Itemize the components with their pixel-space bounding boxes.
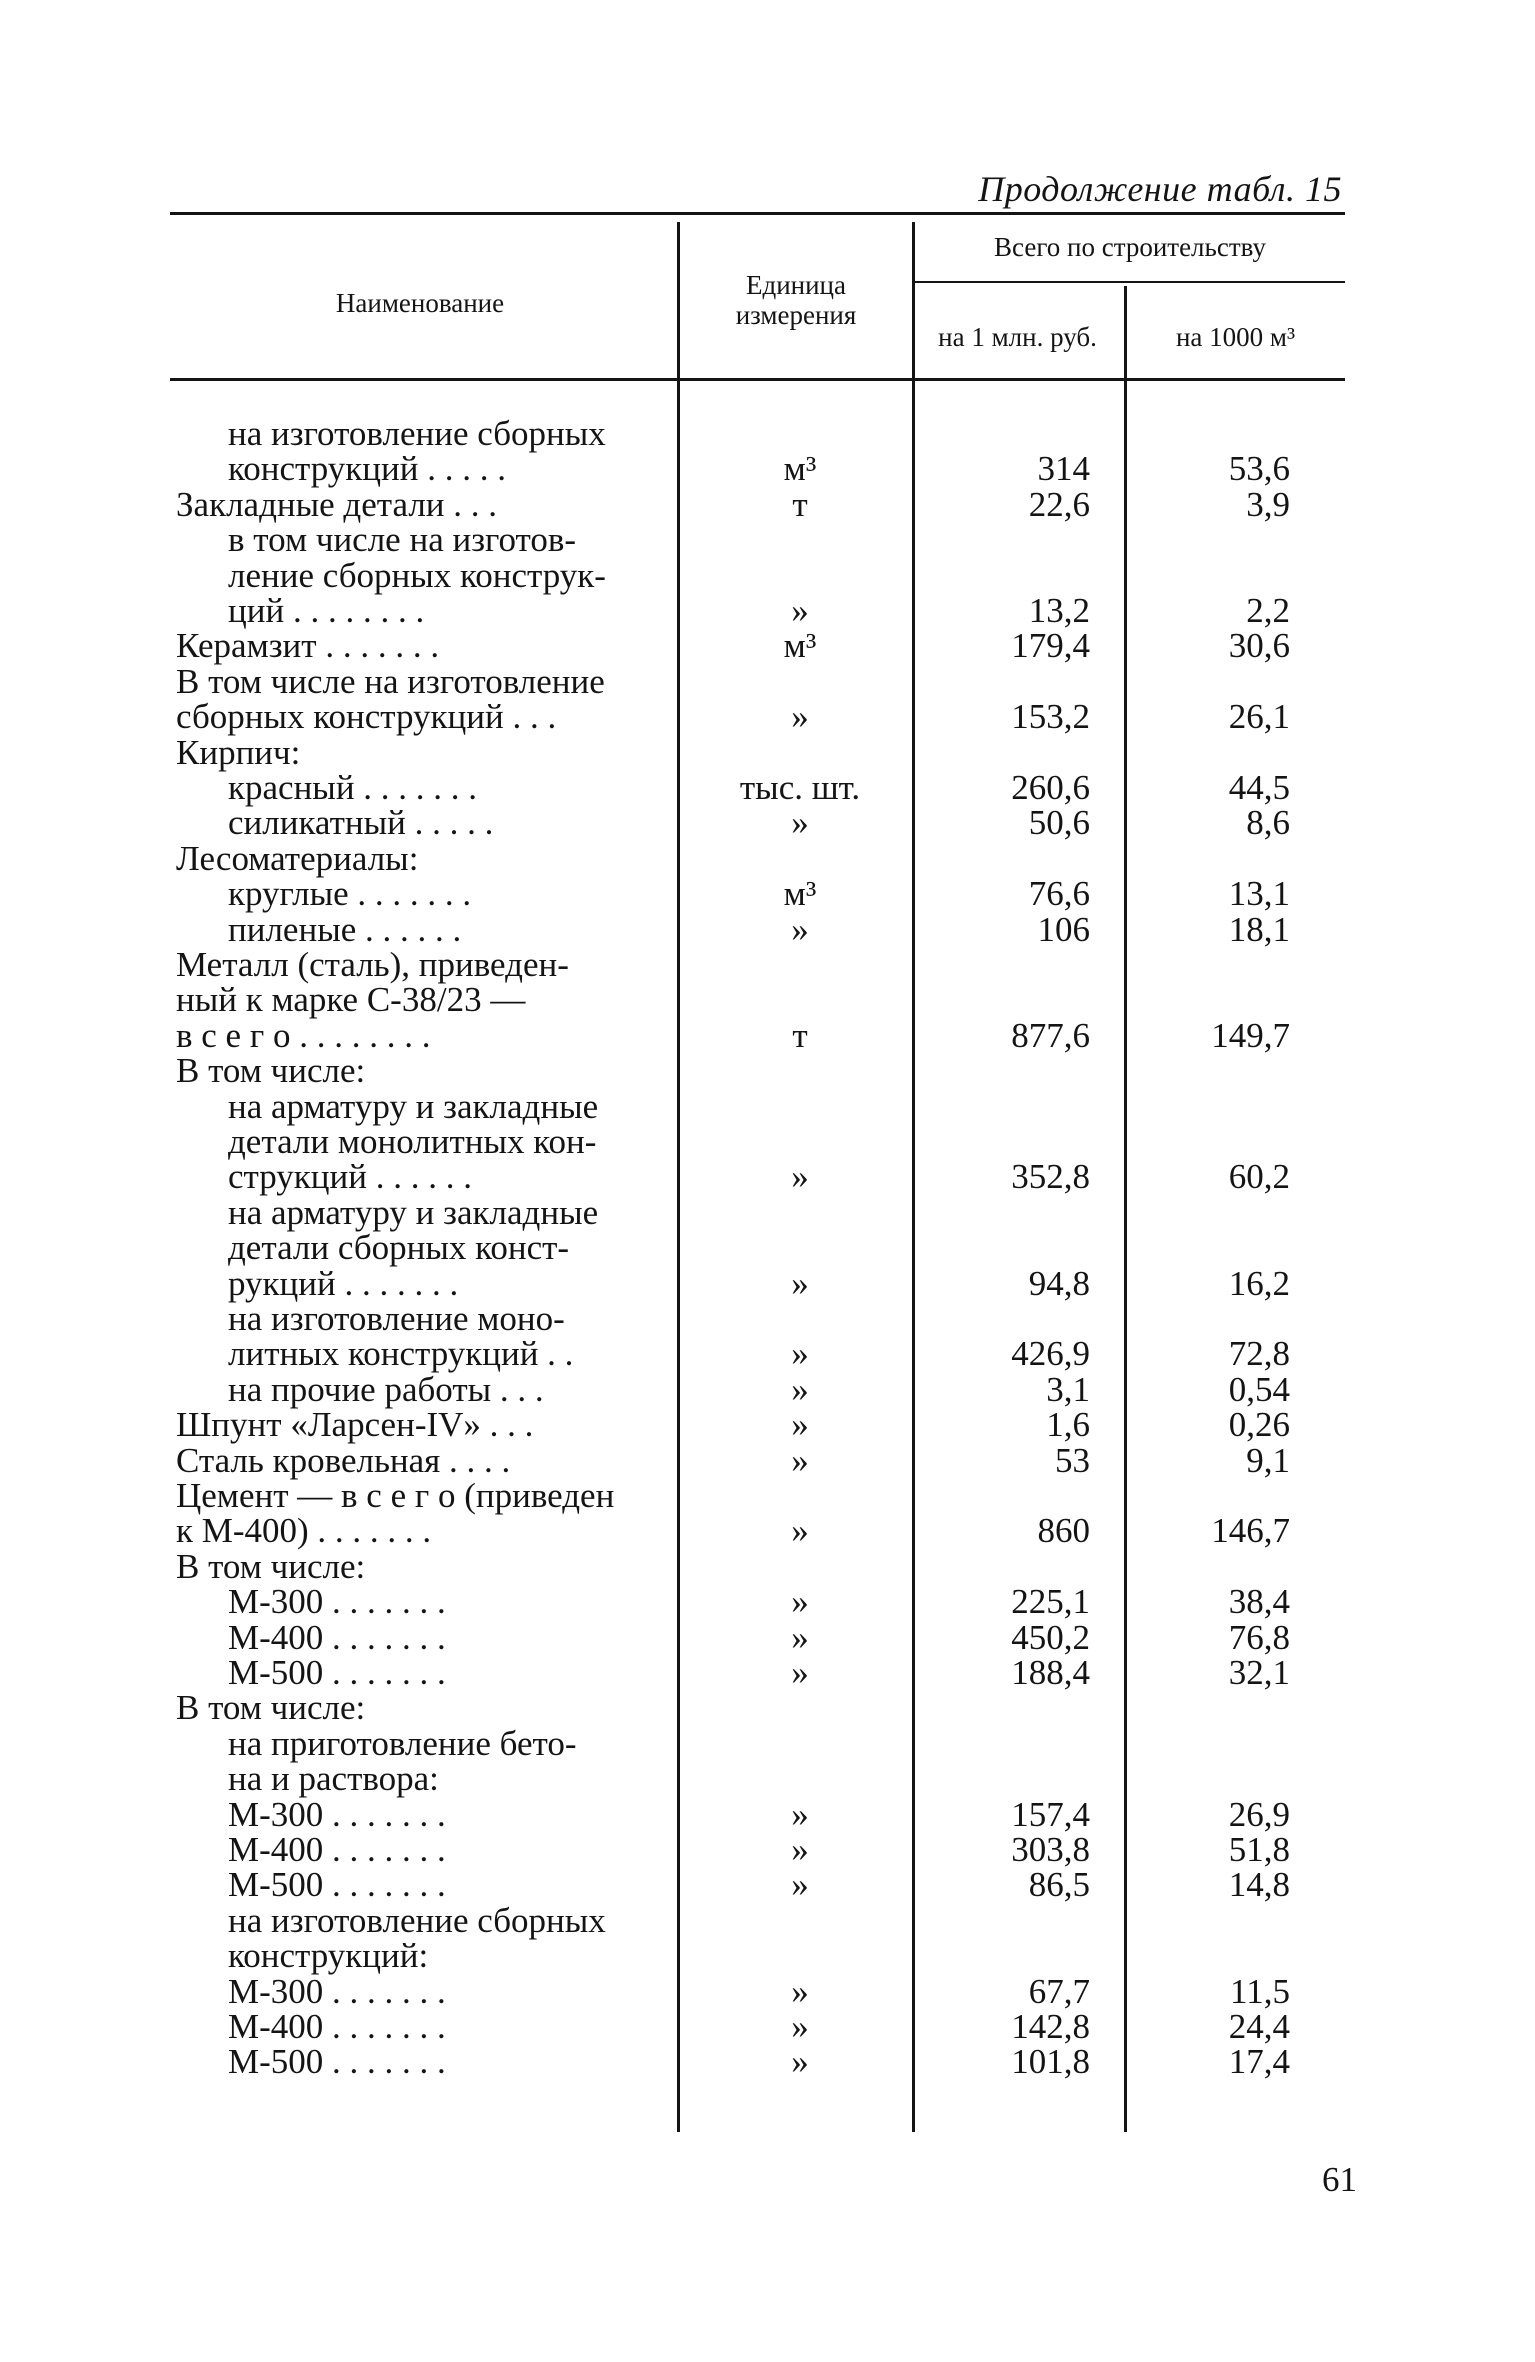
table-caption: Продолжение табл. 15 — [978, 169, 1342, 209]
table-row — [0, 1192, 1535, 1232]
row-value-per-mln: 860 — [1037, 1511, 1090, 1551]
row-value-per-mln: 86,5 — [1028, 1865, 1090, 1905]
table-row — [0, 1334, 1535, 1374]
table-row — [0, 484, 1535, 524]
row-name: М-400 . . . . . . . — [228, 2007, 446, 2046]
row-value-per-1000: 0,54 — [1228, 1369, 1290, 1409]
row-value-per-mln: 76,6 — [1028, 874, 1090, 914]
row-unit: » — [791, 1334, 809, 1374]
table-row — [0, 697, 1535, 737]
row-name: на арматуру и закладные — [228, 1086, 599, 1126]
row-value-per-mln: 314 — [1037, 449, 1090, 489]
table-row — [0, 947, 1535, 982]
table-row — [0, 1478, 1535, 1513]
row-name: М-300 . . . . . . . — [228, 1582, 446, 1622]
header-per-1000: на 1000 м³ — [1175, 322, 1296, 352]
row-unit: » — [791, 803, 809, 843]
row-value-per-mln: 22,6 — [1028, 484, 1090, 524]
row-value-per-mln: 67,7 — [1028, 1971, 1090, 2011]
row-value-per-1000: 53,6 — [1228, 449, 1290, 489]
row-unit: » — [791, 1263, 809, 1303]
row-value-per-mln: 3,1 — [1046, 1369, 1090, 1409]
row-unit: » — [791, 1157, 809, 1197]
row-value-per-mln: 13,2 — [1028, 591, 1090, 630]
row-name: в с е г о . . . . . . . . — [176, 1015, 431, 1055]
row-value-per-mln: 260,6 — [1011, 768, 1090, 807]
table-row — [0, 838, 1535, 878]
row-value-per-1000: 51,8 — [1228, 1830, 1290, 1869]
row-value-per-1000: 149,7 — [1211, 1015, 1290, 1055]
row-value-per-1000: 72,8 — [1228, 1334, 1290, 1374]
row-value-per-mln: 153,2 — [1011, 697, 1090, 737]
table-row — [0, 1794, 1535, 1834]
row-value-per-1000: 9,1 — [1246, 1440, 1290, 1480]
header-bottom-rule — [170, 378, 1345, 381]
table-row — [0, 1124, 1535, 1159]
table-row — [0, 2042, 1535, 2082]
table-row — [0, 909, 1535, 949]
row-name: в том числе на изготов- — [228, 520, 577, 560]
row-unit: м³ — [783, 626, 817, 666]
row-unit: м³ — [783, 874, 817, 914]
row-unit: » — [791, 697, 809, 737]
row-unit: » — [791, 2007, 809, 2046]
row-value-per-1000: 60,2 — [1228, 1157, 1290, 1197]
row-name: М-300 . . . . . . . — [228, 1971, 446, 2011]
table-row — [0, 1971, 1535, 2011]
row-unit: » — [791, 1369, 809, 1409]
table-row — [0, 1015, 1535, 1055]
page-number: 61 — [1322, 2160, 1357, 2199]
row-value-per-mln: 94,8 — [1028, 1263, 1090, 1303]
table-row — [0, 1440, 1535, 1480]
row-value-per-1000: 26,9 — [1228, 1794, 1290, 1834]
row-unit: м³ — [783, 449, 817, 489]
row-unit: » — [791, 1405, 809, 1445]
table-row — [0, 770, 1535, 805]
table-row — [0, 1369, 1535, 1409]
row-value-per-1000: 8,6 — [1246, 803, 1290, 843]
row-name: детали сборных конст- — [228, 1228, 570, 1268]
row-unit: » — [791, 909, 809, 949]
table-row — [0, 732, 1535, 772]
row-value-per-1000: 26,1 — [1228, 697, 1290, 737]
table-row — [0, 1086, 1535, 1126]
table-row — [0, 2009, 1535, 2044]
row-unit: » — [791, 1865, 809, 1905]
row-name: струкций . . . . . . — [228, 1157, 472, 1197]
row-name: на и раствора: — [228, 1759, 439, 1799]
table-row — [0, 1157, 1535, 1197]
header-per-mln: на 1 млн. руб. — [938, 322, 1097, 352]
header-name: Наименование — [335, 288, 505, 318]
row-unit: » — [791, 591, 809, 630]
table-row — [0, 1511, 1535, 1551]
table-row — [0, 1228, 1535, 1268]
row-name: Лесоматериалы: — [176, 838, 419, 878]
row-name: на приготовление бето- — [228, 1723, 577, 1763]
row-name: конструкций . . . . . — [228, 449, 506, 489]
row-unit: » — [791, 1440, 809, 1480]
row-name: ций . . . . . . . . — [228, 591, 425, 630]
row-value-per-mln: 1,6 — [1046, 1405, 1090, 1445]
table-row — [0, 803, 1535, 843]
row-name: силикатный . . . . . — [228, 803, 494, 843]
table-row — [0, 980, 1535, 1020]
row-name: рукций . . . . . . . — [228, 1263, 459, 1303]
row-value-per-mln: 101,8 — [1011, 2042, 1090, 2082]
row-name: пиленые . . . . . . — [228, 909, 462, 949]
row-name: на изготовление моно- — [228, 1299, 565, 1338]
row-value-per-1000: 2,2 — [1246, 591, 1290, 630]
row-name: М-500 . . . . . . . — [228, 1865, 446, 1905]
row-value-per-1000: 16,2 — [1228, 1263, 1290, 1303]
row-unit: » — [791, 1971, 809, 2011]
row-name: конструкций: — [228, 1936, 429, 1976]
row-value-per-1000: 30,6 — [1228, 626, 1290, 666]
row-value-per-mln: 877,6 — [1011, 1015, 1090, 1055]
table-row — [0, 449, 1535, 489]
table-row — [0, 1936, 1535, 1976]
table-row — [0, 1900, 1535, 1940]
row-name: на изготовление сборных — [228, 1900, 606, 1940]
row-value-per-1000: 17,4 — [1228, 2042, 1290, 2082]
row-value-per-mln: 188,4 — [1011, 1653, 1090, 1692]
row-value-per-mln: 426,9 — [1011, 1334, 1090, 1374]
row-value-per-1000: 13,1 — [1228, 874, 1290, 914]
row-value-per-1000: 11,5 — [1230, 1971, 1290, 2011]
header-unit: Единица измерения — [735, 270, 857, 330]
row-name: В том числе: — [176, 1546, 366, 1586]
table-row — [0, 661, 1535, 701]
table-row — [0, 1723, 1535, 1763]
row-name: литных конструкций . . — [228, 1334, 574, 1374]
row-value-per-mln: 225,1 — [1011, 1582, 1090, 1622]
table-row — [0, 874, 1535, 914]
row-name: В том числе: — [176, 1051, 366, 1091]
row-unit: » — [791, 1653, 809, 1692]
row-value-per-1000: 18,1 — [1228, 909, 1290, 949]
row-value-per-mln: 179,4 — [1011, 626, 1090, 666]
row-name: М-300 . . . . . . . — [228, 1794, 446, 1834]
table-row — [0, 1301, 1535, 1336]
row-value-per-1000: 3,9 — [1246, 484, 1290, 524]
row-name: к М-400) . . . . . . . — [176, 1511, 432, 1551]
row-value-per-1000: 76,8 — [1228, 1617, 1290, 1657]
row-name: Закладные детали . . . — [176, 484, 498, 524]
row-value-per-mln: 106 — [1037, 909, 1090, 949]
row-name: Сталь кровельная . . . . — [176, 1440, 511, 1480]
table-row — [0, 1405, 1535, 1445]
table-row — [0, 520, 1535, 560]
row-name: на арматуру и закладные — [228, 1192, 599, 1232]
row-value-per-1000: 32,1 — [1228, 1653, 1290, 1692]
row-unit: » — [791, 1511, 809, 1551]
row-value-per-mln: 450,2 — [1011, 1617, 1090, 1657]
row-name: В том числе на изготовление — [176, 661, 605, 701]
row-unit: » — [791, 2042, 809, 2082]
row-value-per-1000: 14,8 — [1228, 1865, 1290, 1905]
row-name: М-400 . . . . . . . — [228, 1830, 446, 1869]
row-unit: т — [792, 1015, 808, 1055]
table-row — [0, 1051, 1535, 1091]
total-group-rule — [912, 281, 1345, 283]
table-row — [0, 1263, 1535, 1303]
row-unit: т — [792, 484, 808, 524]
row-value-per-1000: 44,5 — [1228, 768, 1290, 807]
row-unit: » — [791, 1830, 809, 1869]
table-row — [0, 626, 1535, 666]
row-name: круглые . . . . . . . — [228, 874, 472, 914]
table-row — [0, 1617, 1535, 1657]
row-name: В том числе: — [176, 1688, 366, 1728]
row-name: М-500 . . . . . . . — [228, 2042, 446, 2082]
row-name: сборных конструкций . . . — [176, 697, 557, 737]
table-row — [0, 1582, 1535, 1622]
row-name: М-400 . . . . . . . — [228, 1617, 446, 1657]
table-row — [0, 1865, 1535, 1905]
row-name: детали монолитных кон- — [228, 1122, 597, 1161]
row-name: Кирпич: — [176, 732, 301, 772]
table-row — [0, 1688, 1535, 1728]
table-row — [0, 593, 1535, 628]
row-value-per-1000: 0,26 — [1228, 1405, 1290, 1445]
row-value-per-mln: 53 — [1055, 1440, 1090, 1480]
row-unit: тыс. шт. — [739, 768, 861, 807]
row-unit: » — [791, 1617, 809, 1657]
row-name: ный к марке С-38/23 — — [176, 980, 526, 1020]
row-unit: » — [791, 1582, 809, 1622]
header-total: Всего по строительству — [994, 232, 1266, 262]
row-name: на изготовление сборных — [228, 414, 606, 453]
row-name: Цемент — в с е г о (приведен — [176, 1476, 615, 1515]
row-value-per-1000: 146,7 — [1211, 1511, 1290, 1551]
row-name: на прочие работы . . . — [228, 1369, 544, 1409]
row-value-per-1000: 38,4 — [1228, 1582, 1290, 1622]
table-row — [0, 1655, 1535, 1690]
row-name: ление сборных конструк- — [228, 555, 606, 595]
row-value-per-mln: 157,4 — [1011, 1794, 1090, 1834]
row-name: М-500 . . . . . . . — [228, 1653, 446, 1692]
row-name: Шпунт «Ларсен-IV» . . . — [176, 1405, 534, 1445]
row-value-per-mln: 352,8 — [1011, 1157, 1090, 1197]
row-value-per-mln: 142,8 — [1011, 2007, 1090, 2046]
table-row — [0, 1759, 1535, 1799]
table-row — [0, 416, 1535, 451]
row-value-per-mln: 303,8 — [1011, 1830, 1090, 1869]
row-name: Керамзит . . . . . . . — [176, 626, 440, 666]
row-value-per-mln: 50,6 — [1028, 803, 1090, 843]
row-unit: » — [791, 1794, 809, 1834]
row-value-per-1000: 24,4 — [1228, 2007, 1290, 2046]
table-row — [0, 1832, 1535, 1867]
table-top-rule — [170, 212, 1345, 215]
table-row — [0, 1546, 1535, 1586]
table-row — [0, 555, 1535, 595]
row-name: Металл (сталь), приведен- — [176, 945, 569, 984]
row-name: красный . . . . . . . — [228, 768, 478, 807]
